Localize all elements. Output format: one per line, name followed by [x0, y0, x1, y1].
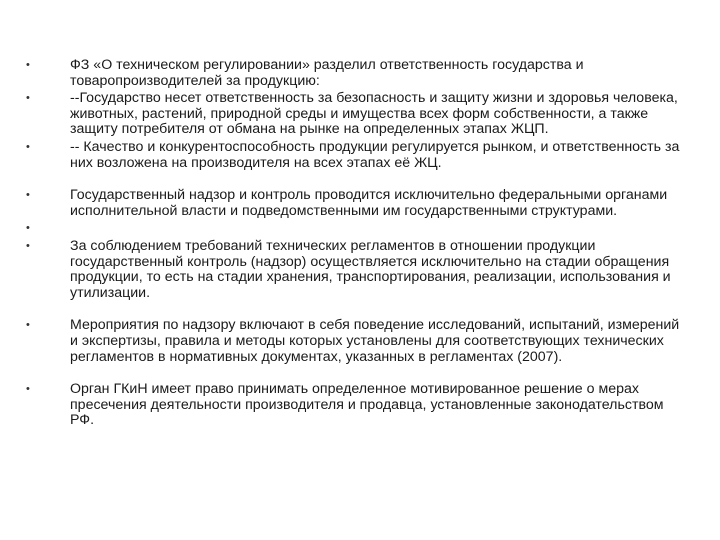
bullet-list [26, 58, 686, 429]
bullet-item [26, 382, 686, 429]
bullet-icon: • [26, 222, 30, 235]
bullet-item [26, 140, 686, 171]
bullet-text: ФЗ «О техническом регулировании» разделил ответственность государства и товаропроизводителей за продукцию: [70, 57, 584, 89]
bullet-icon: • [26, 319, 30, 332]
bullet-item [26, 58, 686, 89]
bullet-text: Орган ГКиН имеет право принимать определенное мотивированное решение о мерах пресечения деятельности производителя и продавца, установленные законодательством РФ. [70, 381, 664, 429]
bullet-item [26, 239, 686, 301]
bullet-text: --Государство несет ответственность за безопасность и защиту жизни и здоровья человека, животных, растений, природной среды и имущества всех форм собственности, а также защиту потребителя от обмана на рынке на определенных этапах ЖЦП. [70, 90, 678, 138]
bullet-icon: • [26, 239, 30, 252]
bullet-text: Государственный надзор и контроль проводится исключительно федеральными органами исполнительной власти и подведомственными им государственными структурами. [70, 187, 668, 219]
bullet-text: -- Качество и конкурентоспособность продукции регулируется рынком, и ответственность за них возложена на производителя на всех этапах её ЖЦ. [70, 138, 680, 171]
bullet-icon: • [26, 189, 30, 202]
bullet-text: За соблюдением требований технических регламентов в отношении продукции государственный контроль (надзор) осуществляется исключительно на стадии обращения продукции, то есть на стадии хранения, транспортирования, реализации, использования и утилизации. [70, 237, 671, 301]
bullet-item-empty [26, 221, 686, 237]
bullet-item [26, 188, 686, 219]
bullet-text: Мероприятия по надзору включают в себя поведение исследований, испытаний, измерений и экспертизы, правила и методы которых установлены для соответствующих технических регламентов в нормативных документах, указанных в регламентах (2007). [70, 317, 680, 365]
bullet-icon: • [26, 92, 30, 105]
bullet-item [26, 91, 686, 138]
bullet-icon: • [26, 59, 30, 71]
bullet-item [26, 318, 686, 365]
bullet-icon: • [26, 140, 30, 153]
bullet-icon: • [26, 383, 30, 396]
